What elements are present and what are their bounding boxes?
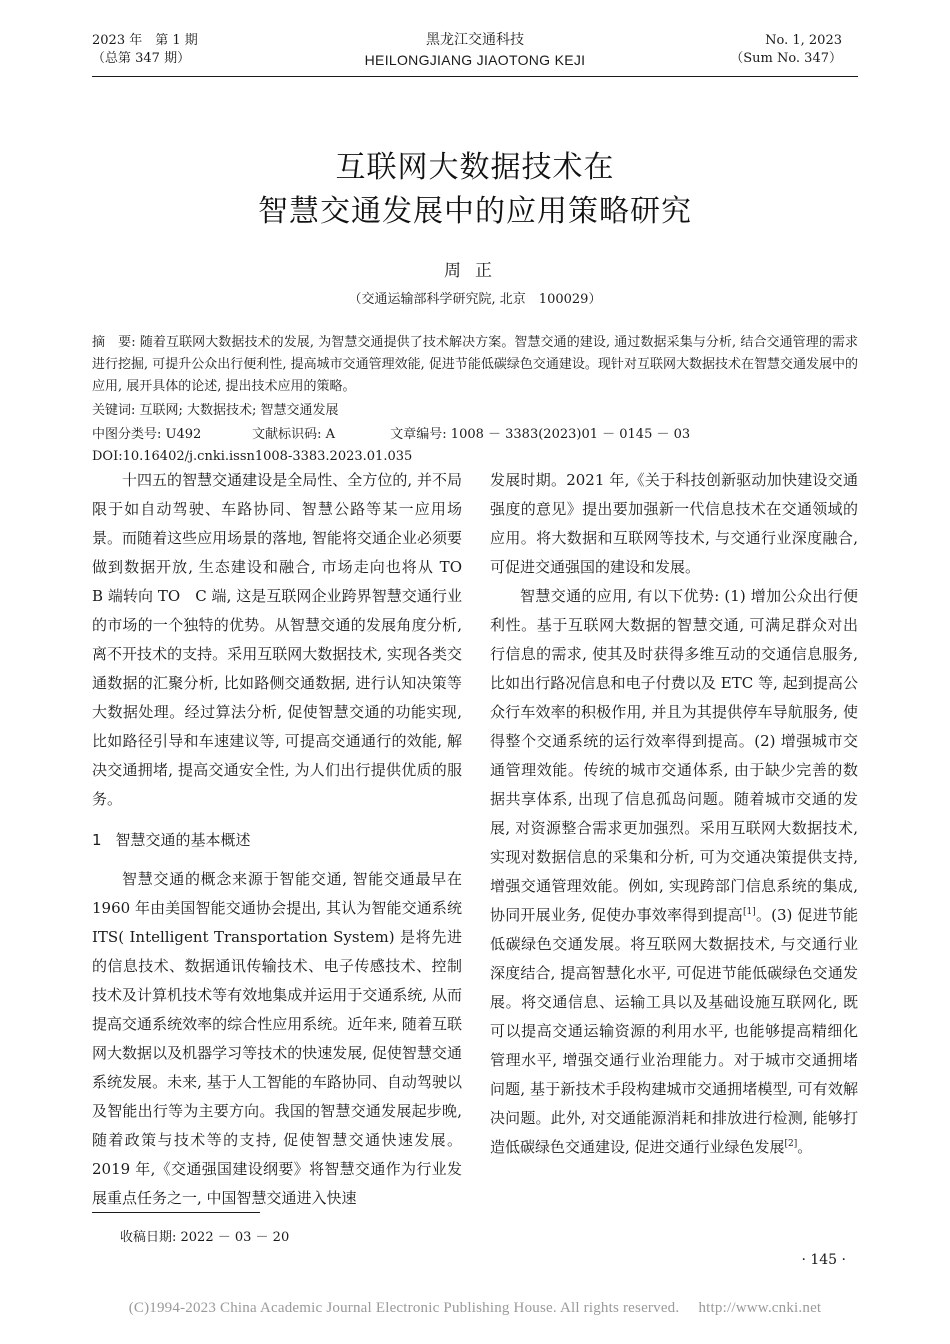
paper-title-line1: 互联网大数据技术在 xyxy=(335,150,615,185)
doi: DOI:10.16402/j.cnki.issn1008-3383.2023.01.035 xyxy=(92,449,413,464)
advantages-text-end: 。 xyxy=(797,1138,813,1156)
page-number: · 145 · xyxy=(801,1252,846,1268)
paper-title-line2: 智慧交通发展中的应用策略研究 xyxy=(258,194,692,229)
copyright-notice: (C)1994-2023 China Academic Journal Electronic Publishing House. All rights reserved. http://www.cnki.net xyxy=(128,1300,822,1316)
section-paragraph: 智慧交通的概念来源于智能交通, 智能交通最早在 1960 年由美国智能交通协会提出, 其认为智能交通系统 ITS( Intelligent Transportation System) 是将先进的信息技术、数据通讯传输技术、电子传感技术、控制技术及计算机技术等有效地集成并运用于交通系统, 从而提高交通系统效率的综合性应用系统。近年来, 随着互联网大数据以及机器学习等技术的快速发展, 促使智慧交通系统发展。未来, 基于人工智能的车路协同、自动驾驶以及智能出行等为主要方向。我国的智慧交通发展起步晚, 随着政策与技术等的支持, 促使智慧交通快速发展。2019 年,《交通强国建设纲要》将智慧交通作为行业发展重点任务之一, 中国智慧交通进入快速 xyxy=(92,870,462,1207)
issue-sum-en: （Sum No. 347） xyxy=(730,51,842,66)
right-column xyxy=(490,466,858,1162)
continued-paragraph: 发展时期。2021 年,《关于科技创新驱动加快建设交通强度的意见》提出要加强新一代信息技术在交通领域的应用。将大数据和互联网等技术, 与交通行业深度融合, 可促进交通强国的建设和发展。 xyxy=(490,471,858,576)
issue-number-en: No. 1, 2023 xyxy=(765,33,842,48)
footnote-rule xyxy=(92,1212,260,1213)
intro-paragraph: 十四五的智慧交通建设是全局性、全方位的, 并不局限于如自动驾驶、车路协同、智慧公路等某一应用场景。而随着这些应用场景的落地, 智能将交通企业必须要做到数据开放, 生态建设和融合, 市场走向也将从 TO B 端转向 TO C 端, 这是互联网企业跨界智慧交通行业的市场的一个独特的优势。从智慧交通的发展角度分析, 离不开技术的支持。采用互联网大数据技术, 实现各类交通数据的汇聚分析, 比如路侧交通数据, 进行认知决策等大数据处理。经过算法分析, 促使智慧交通的功能实现, 比如路径引导和车速建议等, 可提高交通通行的效能, 解决交通拥堵, 提高交通安全性, 为人们出行提供优质的服务。 xyxy=(92,471,478,808)
journal-name-cn: 黑龙江交通科技 xyxy=(426,32,524,48)
advantages-paragraph xyxy=(490,582,858,1162)
abstract: 摘 要: 随着互联网大数据技术的发展, 为智慧交通提供了技术解决方案。智慧交通的建设, 通过数据采集与分析, 结合交通管理的需求进行挖掘, 可提升公众出行便利性, 提高城市交通管理效能, 促进节能低碳绿色交通建设。现针对互联网大数据技术在智慧交通发展中的应用, 展开具体的论述, 提出技术应用的策略。 xyxy=(92,335,858,394)
page-header xyxy=(0,0,950,80)
journal-name-en: HEILONGJIANG JIAOTONG KEJI xyxy=(364,52,586,68)
keywords: 关键词: 互联网; 大数据技术; 智慧交通发展 xyxy=(92,403,339,418)
citation-ref-2[interactable]: [2] xyxy=(784,1139,798,1149)
section-heading xyxy=(92,826,462,855)
issue-year-number: 2023 年 第 1 期 xyxy=(92,33,198,48)
document-code: 文献标识码: A xyxy=(252,427,336,442)
citation-ref-1[interactable]: [1] xyxy=(743,907,756,917)
clc-number: 中图分类号: U492 xyxy=(92,427,202,442)
author-affiliation: （交通运输部科学研究院, 北京 100029） xyxy=(348,292,602,307)
advantages-text-b: 。(3) 促进节能低碳绿色交通发展。将互联网大数据技术, 与交通行业深度结合, 提高智慧化水平, 可促进节能低碳绿色交通发展。将交通信息、运输工具以及基础设施互联网化, 既可以提高交通运输资源的利用水平, 也能够提高精细化管理水平, 增强交通行业治理能力。对于城市交通拥堵问题, 基于新技术手段构建城市交通拥堵模型, 可有效解决问题。此外, 对交通能源消耗和排放进行检测, 能够打造低碳绿色交通建设, 促进交通行业绿色发展 xyxy=(490,906,858,1156)
article-number: 文章编号: 1008 － 3383(2023)01 － 0145 － 03 xyxy=(390,427,691,442)
issue-info-en xyxy=(730,32,842,68)
issue-total-number: （总第 347 期） xyxy=(92,51,191,66)
author-name: 周正 xyxy=(444,261,506,281)
received-date: 收稿日期: 2022 － 03 － 20 xyxy=(120,1230,290,1245)
paper-title xyxy=(0,146,950,234)
classification-line xyxy=(92,424,858,446)
section-heading-text: 智慧交通的基本概述 xyxy=(115,831,251,849)
advantages-text-a: 智慧交通的应用, 有以下优势: (1) 增加公众出行便利性。基于互联网大数据的智慧交通, 可满足群众对出行信息的需求, 使其及时获得多维互动的交通信息服务, 比如出行路况信息和电子付费以及 ETC 等, 起到提高公众行车效率的积极作用, 并且为其提供停车导航服务, 使得整个交通系统的运行效率得到提高。(2) 增强城市交通管理效能。传统的城市交通体系, 由于缺少完善的数据共享体系, 出现了信息孤岛问题。随着城市交通的发展, 对资源整合需求更加强烈。采用互联网大数据技术, 实现对数据信息的采集和分析, 可为交通决策提供支持, 增强交通管理效能。例如, 实现跨部门信息系统的集成, 协同开展业务, 促使办事效率得到提高 xyxy=(490,587,858,924)
left-column xyxy=(92,466,478,1213)
section-number: 1 xyxy=(92,831,102,849)
header-rule xyxy=(92,76,858,77)
